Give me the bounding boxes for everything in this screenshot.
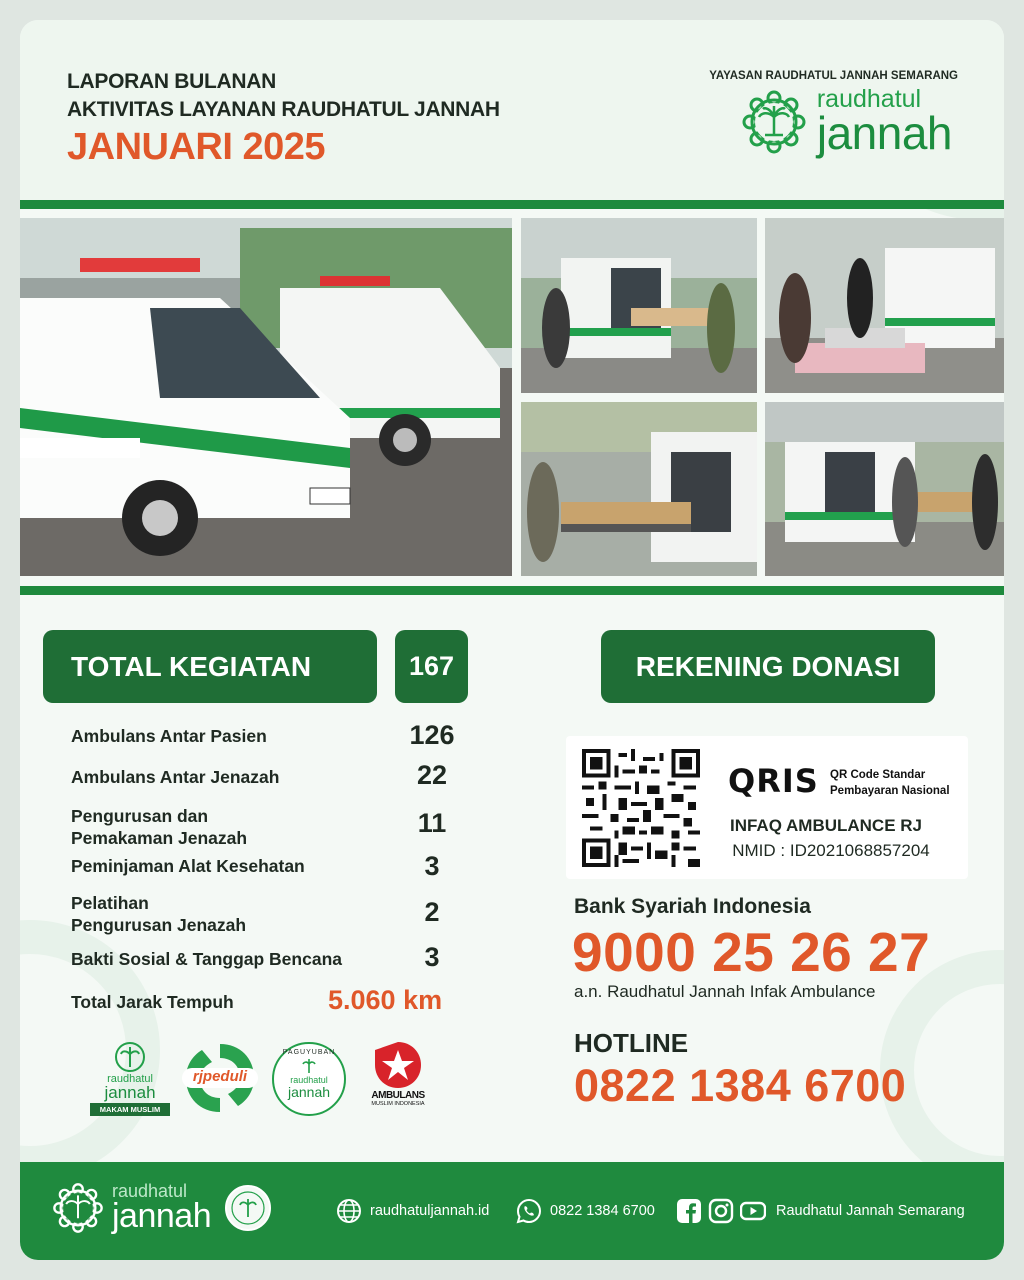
rekening-donasi-label: REKENING DONASI bbox=[635, 650, 901, 682]
merchant-name: INFAQ AMBULANCE RJ bbox=[729, 816, 923, 835]
footer-logo bbox=[52, 1182, 271, 1234]
whatsapp-icon bbox=[516, 1198, 542, 1224]
distance-value: 5.060 km bbox=[328, 985, 443, 1015]
header bbox=[20, 20, 1004, 200]
stat-label-line: Pemakaman Jenazah bbox=[71, 828, 248, 848]
qris-panel bbox=[566, 736, 968, 879]
partner-title: AMBULANS bbox=[371, 1090, 425, 1101]
logo-text-top: raudhatul bbox=[816, 85, 922, 113]
youtube-icon bbox=[740, 1198, 766, 1224]
qris-subtitle-line: QR Code Standar bbox=[830, 769, 926, 781]
account-number: 9000 25 26 27 bbox=[572, 921, 931, 983]
qris-logo-text: QRIS bbox=[728, 762, 819, 800]
stat-label: Ambulans Antar Pasien bbox=[71, 726, 267, 746]
stat-label: Ambulans Antar Jenazah bbox=[71, 767, 280, 787]
stat-value: 11 bbox=[417, 808, 447, 838]
partner-text-top: raudhatul bbox=[107, 1073, 153, 1085]
partner-text: rjpeduli bbox=[192, 1068, 248, 1085]
partner-arc-text: PAGUYUBAN bbox=[282, 1049, 336, 1056]
qris-subtitle-line: Pembayaran Nasional bbox=[830, 785, 950, 797]
account-holder: a.n. Raudhatul Jannah Infak Ambulance bbox=[574, 982, 876, 1001]
stat-label bbox=[71, 805, 247, 849]
partner-logo-rjpeduli bbox=[180, 1038, 260, 1118]
logo-text-bottom: jannah bbox=[816, 106, 952, 159]
website-text: raudhatuljannah.id bbox=[370, 1203, 490, 1219]
palm-tree-icon bbox=[113, 1040, 147, 1074]
stat-value: 2 bbox=[424, 897, 440, 927]
report-month: JANUARI 2025 bbox=[67, 126, 325, 168]
qr-code-icon[interactable] bbox=[582, 749, 700, 867]
partner-logo-paguyuban bbox=[272, 1042, 346, 1116]
footer-website[interactable] bbox=[336, 1198, 489, 1224]
hotline-label: HOTLINE bbox=[574, 1028, 689, 1058]
instagram-icon bbox=[708, 1198, 734, 1224]
report-card bbox=[20, 20, 1004, 1260]
stat-label-line: Pelatihan bbox=[71, 893, 149, 913]
stat-label-line: Pengurusan Jenazah bbox=[71, 915, 247, 935]
total-kegiatan-title bbox=[43, 630, 377, 703]
footer-whatsapp[interactable] bbox=[516, 1198, 655, 1224]
report-subtitle: AKTIVITAS LAYANAN RAUDHATUL JANNAH bbox=[67, 98, 500, 121]
partner-logo-ambulans-muslim bbox=[366, 1040, 430, 1120]
stat-label: Bakti Sosial & Tanggap Bencana bbox=[71, 949, 342, 969]
stat-label-line: Pengurusan dan bbox=[71, 806, 209, 826]
total-kegiatan-value: 167 bbox=[408, 651, 455, 681]
rekening-donasi-title bbox=[601, 630, 935, 703]
distance-label: Total Jarak Tempuh bbox=[71, 992, 234, 1012]
photo-loading-patient-2 bbox=[765, 218, 1004, 393]
total-kegiatan-label: TOTAL KEGIATAN bbox=[71, 650, 312, 682]
partner-logo-makam-muslim bbox=[90, 1040, 170, 1118]
photo-ambulances-parked bbox=[20, 218, 512, 576]
palm-tree-icon bbox=[741, 89, 807, 155]
stat-label: Peminjaman Alat Kesehatan bbox=[71, 856, 305, 876]
qris-subtitle bbox=[830, 767, 950, 799]
hotline-number[interactable]: 0822 1384 6700 bbox=[574, 1060, 907, 1111]
footer-logo-bottom: jannah bbox=[112, 1197, 212, 1236]
footer-logo-top: raudhatul bbox=[112, 1181, 188, 1202]
social-text: Raudhatul Jannah Semarang bbox=[776, 1203, 965, 1219]
stat-value: 3 bbox=[424, 942, 440, 972]
brand-logo bbox=[741, 85, 952, 159]
divider-band bbox=[20, 586, 1004, 595]
palm-tree-icon bbox=[300, 1057, 318, 1075]
palm-tree-icon bbox=[52, 1182, 104, 1234]
stat-label bbox=[71, 892, 246, 936]
total-kegiatan-count bbox=[395, 630, 468, 703]
partner-text-bottom: jannah bbox=[104, 1083, 156, 1102]
organization-name: YAYASAN RAUDHATUL JANNAH SEMARANG bbox=[709, 70, 958, 82]
partner-text-top: raudhatul bbox=[290, 1075, 328, 1085]
footer bbox=[20, 1162, 1004, 1260]
report-title: LAPORAN BULANAN bbox=[67, 70, 276, 93]
partner-text-bottom: jannah bbox=[287, 1084, 331, 1100]
photo-loading-patient-1 bbox=[521, 218, 757, 393]
stat-value: 22 bbox=[416, 760, 448, 790]
partner-sub: MUSLIM INDONESIA bbox=[371, 1101, 425, 1107]
star-icon bbox=[373, 1040, 423, 1090]
photo-loading-patient-4 bbox=[765, 402, 1004, 576]
stat-value: 3 bbox=[424, 851, 440, 881]
whatsapp-text: 0822 1384 6700 bbox=[550, 1203, 655, 1219]
stat-value: 126 bbox=[409, 720, 455, 750]
bank-name: Bank Syariah Indonesia bbox=[574, 895, 811, 918]
photo-loading-patient-3 bbox=[521, 402, 757, 576]
footer-social[interactable] bbox=[676, 1198, 965, 1224]
globe-icon bbox=[336, 1198, 362, 1224]
palm-tree-icon bbox=[227, 1187, 269, 1229]
partner-tag: MAKAM MUSLIM bbox=[90, 1103, 170, 1116]
paguyuban-seal bbox=[225, 1185, 271, 1231]
divider-band bbox=[20, 200, 1004, 209]
merchant-nmid: NMID : ID2021068857204 bbox=[732, 841, 930, 860]
facebook-icon bbox=[676, 1198, 702, 1224]
